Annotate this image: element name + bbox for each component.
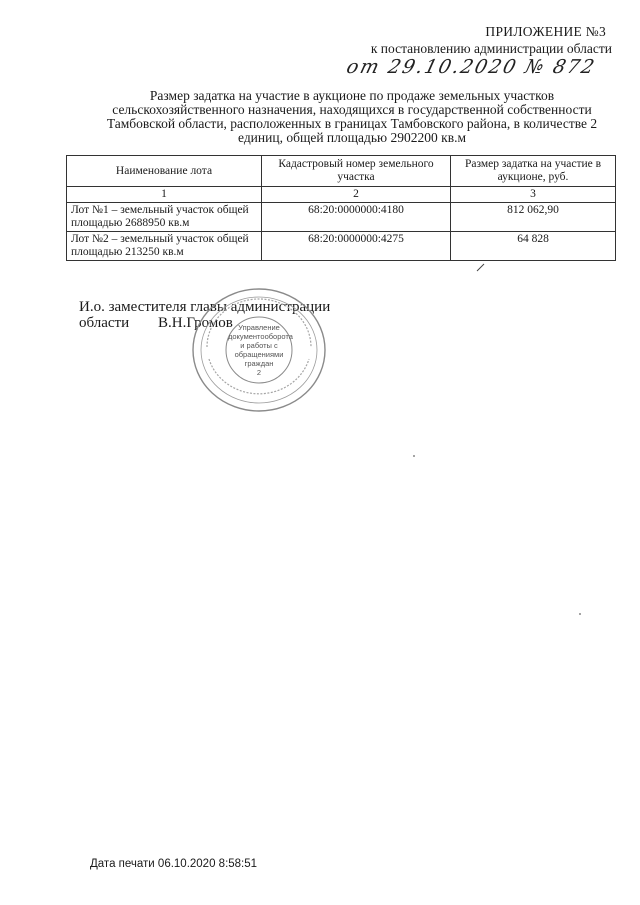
column-number: 1	[67, 187, 262, 203]
deposit-cell: 812 062,90	[451, 203, 616, 232]
scan-speck	[579, 613, 581, 615]
scan-speck	[413, 455, 415, 457]
lot-name-cell: Лот №1 – земельный участок общей площадью 2688950 кв.м	[67, 203, 262, 232]
deposit-cell: 64 828	[451, 232, 616, 261]
stamp-number: 2	[256, 368, 262, 377]
handwritten-date-number: от 29.10.2020 № 872	[344, 56, 599, 78]
cadastral-number-cell: 68:20:0000000:4180	[262, 203, 451, 232]
table-header-row	[67, 156, 616, 187]
signer-role: И.о. заместителя главы администрации	[79, 299, 331, 315]
appendix-reference: к постановлению администрации области	[370, 41, 612, 56]
lot-name-cell: Лот №2 – земельный участок общей площадью 213250 кв.м	[67, 232, 262, 261]
cadastral-number-cell: 68:20:0000000:4275	[262, 232, 451, 261]
stamp-department: Управление документооборота и работы с обращениями граждан	[228, 323, 293, 368]
table-row	[67, 203, 616, 232]
print-date: Дата печати 06.10.2020 8:58:51	[90, 858, 258, 870]
column-number-row	[67, 187, 616, 203]
lots-table	[66, 155, 616, 261]
column-header-deposit: Размер задатка на участие в аукционе, руб.	[451, 156, 616, 187]
appendix-title: ПРИЛОЖЕНИЕ №3	[485, 24, 606, 39]
signer-role-line2: области	[79, 315, 130, 331]
column-header-cadastral-number: Кадастровый номер земельного участка	[262, 156, 451, 187]
table-row	[67, 232, 616, 261]
column-number: 3	[451, 187, 616, 203]
stamp-center-text	[228, 323, 293, 377]
document-heading: Размер задатка на участие в аукционе по продаже земельных участков сельскохозяйственного назначения, находящихся в государственной собственности Тамбовской области, расположенных в границах Тамбовского района, в количестве 2 единиц, общей площадью 2902200 кв.м	[106, 88, 598, 145]
pen-tick-mark	[476, 262, 486, 272]
signer-name: В.Н.Громов	[158, 315, 233, 331]
column-number: 2	[262, 187, 451, 203]
column-header-lot-name: Наименование лота	[67, 156, 262, 187]
